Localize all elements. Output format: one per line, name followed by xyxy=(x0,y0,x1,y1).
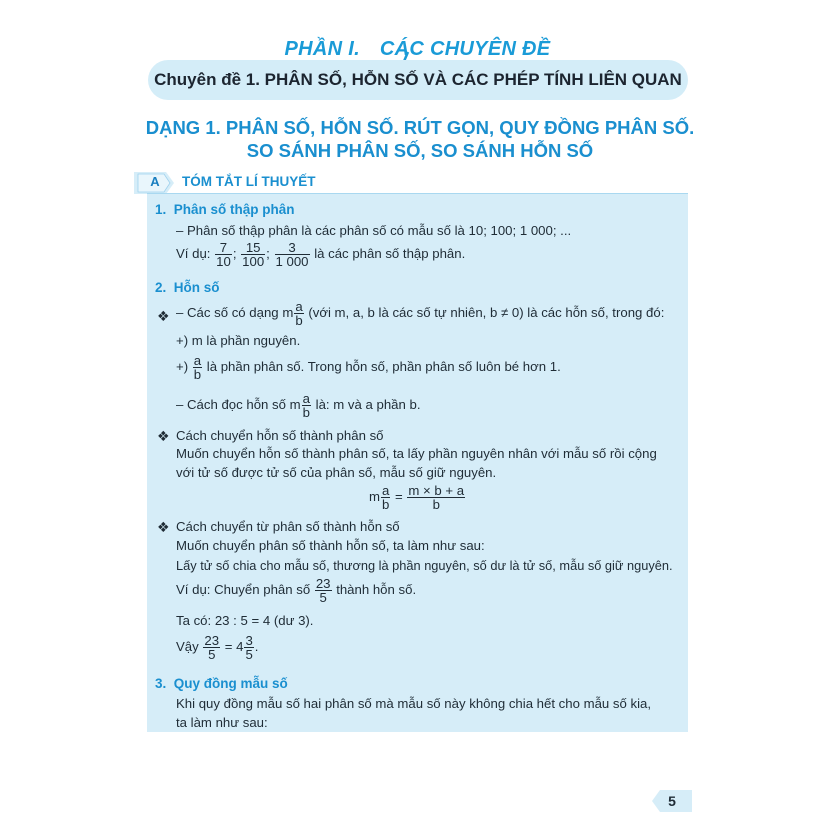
s3-title: Quy đồng mẫu số xyxy=(173,676,288,691)
s1-number: 1. xyxy=(155,202,167,217)
fraction-numerator: m × b + a xyxy=(408,483,465,498)
fraction xyxy=(203,634,220,661)
fraction-denominator: 100 xyxy=(242,254,265,269)
part-subtitle: CÁC CHUYÊN ĐỀ xyxy=(379,38,551,60)
s2-read-prefix: – Cách đọc hỗn số xyxy=(176,396,286,412)
s2-definition xyxy=(176,300,664,327)
fraction-numerator: a xyxy=(302,391,310,406)
conv1-line1: Muốn chuyển hỗn số thành phân số, ta lấy phần nguyên nhân với mẫu số rồi cộng xyxy=(176,446,657,461)
fraction xyxy=(294,300,303,327)
s2-item2-suffix: là phần phân số. Trong hỗn số, phần phân số luôn bé hơn 1. xyxy=(206,358,561,374)
fraction-numerator: a xyxy=(193,353,202,368)
fraction-numerator: 23 xyxy=(204,633,220,648)
fraction-numerator: a xyxy=(295,299,303,314)
s2-read xyxy=(176,392,421,419)
conv1-line2: với tử số được tử số của phân số, mẫu số giữ nguyên. xyxy=(176,465,497,480)
conv2-line1: Muốn chuyển phân số thành hỗn số, ta làm như sau: xyxy=(176,538,485,553)
s1-example-suffix: là các phân số thập phân. xyxy=(314,245,466,261)
fraction xyxy=(302,392,311,419)
mixed-m: m xyxy=(289,396,301,412)
part-title xyxy=(0,38,835,61)
fraction-denominator: 5 xyxy=(245,647,253,662)
bullet-diamond-icon: ❖ xyxy=(157,428,170,444)
conversion-formula xyxy=(369,484,466,511)
s2-item1: +) m là phần nguyên. xyxy=(176,333,301,348)
fraction xyxy=(381,484,390,511)
fraction xyxy=(241,241,265,268)
equals: = xyxy=(395,488,403,504)
part-separator: . xyxy=(354,38,360,60)
page-number xyxy=(652,790,692,812)
s3-line1: Khi quy đồng mẫu số hai phân số mà mẫu số này không chia hết cho mẫu số kia, xyxy=(176,696,652,711)
conv2-calc: Ta có: 23 : 5 = 4 (dư 3). xyxy=(176,613,314,628)
topic-banner xyxy=(148,60,688,100)
fraction-numerator: 3 xyxy=(245,633,253,648)
s3-number: 3. xyxy=(155,676,167,691)
fraction-numerator: 3 xyxy=(275,241,310,255)
conv2-title: Cách chuyển từ phân số thành hỗn số xyxy=(176,519,400,534)
s2-def-prefix: – Các số có dạng xyxy=(176,304,279,320)
result-equals: = 4 xyxy=(224,638,244,654)
part-label: PHẦN I xyxy=(284,38,355,60)
s2-item2-prefix: +) xyxy=(176,358,189,374)
s1-definition: – Phân số thập phân là các phân số có mẫu số là 10; 100; 1 000; ... xyxy=(176,223,572,238)
dang-title xyxy=(100,116,740,162)
s2-def-suffix: (với m, a, b là các số tự nhiên, b ≠ 0) là các hỗn số, trong đó: xyxy=(308,304,665,320)
s3-line2: ta làm như sau: xyxy=(176,715,268,730)
conv2-line2: Lấy tử số chia cho mẫu số, thương là phần nguyên, số dư là tử số, mẫu số giữ nguyên. xyxy=(176,558,673,573)
fraction-denominator: b xyxy=(295,313,303,328)
fraction-denominator: b xyxy=(193,367,202,382)
s2-item2 xyxy=(176,354,561,381)
s2-read-suffix: là: m và a phần b. xyxy=(315,396,421,412)
fraction-denominator: b xyxy=(432,497,440,512)
section-title: TÓM TẮT LÍ THUYẾT xyxy=(182,174,316,189)
bullet-diamond-icon: ❖ xyxy=(157,519,170,535)
section-letter: A xyxy=(150,174,160,189)
s1-example xyxy=(176,241,465,268)
period: . xyxy=(254,638,259,654)
fraction-denominator: 5 xyxy=(208,647,216,662)
fraction-denominator: b xyxy=(302,405,310,420)
fraction-denominator: 10 xyxy=(216,254,231,269)
s2-title: Hỗn số xyxy=(173,280,220,295)
conv2-example-suffix: thành hỗn số. xyxy=(336,581,417,597)
mixed-m: m xyxy=(282,304,294,320)
topic-title: Chuyên đề 1. PHÂN SỐ, HỖN SỐ VÀ CÁC PHÉP TÍNH LIÊN QUAN xyxy=(154,70,682,89)
fraction-denominator: b xyxy=(382,497,390,512)
fraction xyxy=(407,484,465,511)
theory-content-box xyxy=(147,194,688,732)
fraction xyxy=(193,354,202,381)
fraction xyxy=(215,241,232,268)
fraction-numerator: a xyxy=(382,483,390,498)
fraction xyxy=(275,241,310,268)
s1-example-prefix: Ví dụ: xyxy=(176,245,211,261)
fraction xyxy=(315,577,332,604)
dang-title-line1: DẠNG 1. PHÂN SỐ, HỖN SỐ. RÚT GỌN, QUY ĐỒNG PHÂN SỐ. xyxy=(145,117,695,138)
s2-number: 2. xyxy=(155,280,167,295)
fraction-numerator: 23 xyxy=(315,576,331,591)
conv2-result xyxy=(176,634,258,661)
separator: ; xyxy=(232,245,237,261)
mixed-m: m xyxy=(369,488,380,504)
fraction xyxy=(244,634,253,661)
s1-title: Phân số thập phân xyxy=(173,202,295,217)
conv1-title: Cách chuyển hỗn số thành phân số xyxy=(176,428,384,443)
fraction-denominator: 1 000 xyxy=(275,254,309,269)
conv2-example-prefix: Ví dụ: Chuyển phân số xyxy=(176,581,311,597)
fraction-numerator: 7 xyxy=(215,241,232,255)
fraction-denominator: 5 xyxy=(319,590,327,605)
s3-heading xyxy=(155,676,288,691)
separator: ; xyxy=(266,245,270,261)
result-prefix: Vậy xyxy=(176,638,199,654)
s2-heading xyxy=(155,280,220,295)
page-number-text: 5 xyxy=(668,793,676,809)
fraction-numerator: 15 xyxy=(241,241,265,255)
s1-heading xyxy=(155,202,295,217)
dang-title-line2: SO SÁNH PHÂN SỐ, SO SÁNH HỖN SỐ xyxy=(246,140,594,161)
bullet-diamond-icon: ❖ xyxy=(157,308,170,324)
conv2-example xyxy=(176,577,416,604)
